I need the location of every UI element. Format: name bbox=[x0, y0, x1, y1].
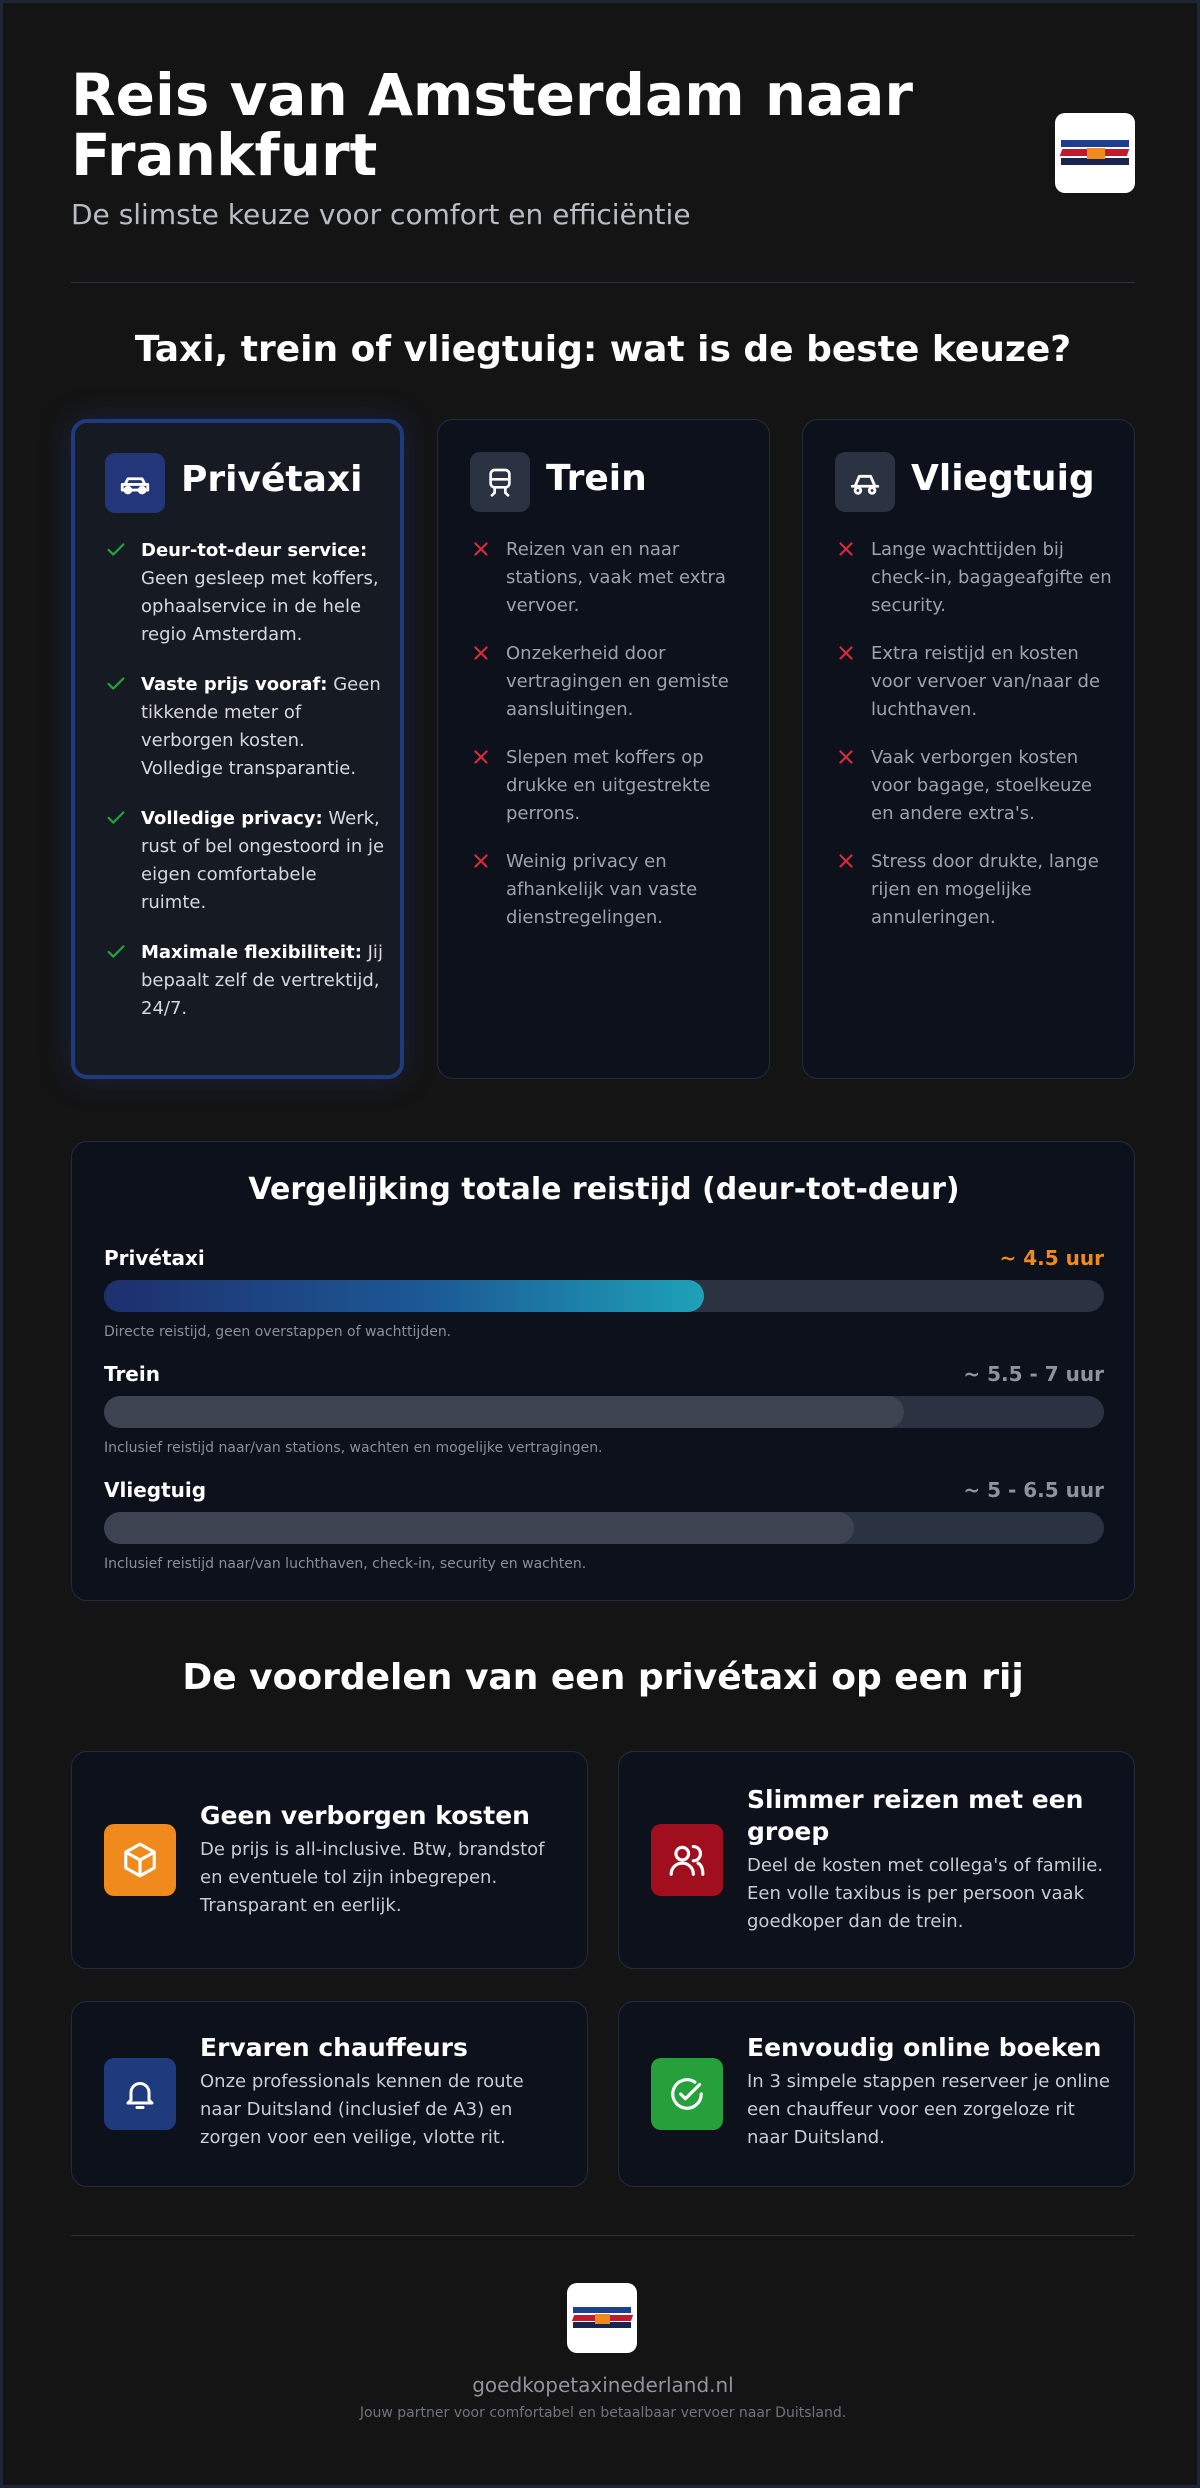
item-bold: Volledige privacy: bbox=[141, 808, 323, 829]
travel-bar-fill bbox=[104, 1396, 904, 1428]
benefit-text: De prijs is all-inclusive. Btw, brandstof en eventuele tol zijn inbegrepen. Transparant en eerlijk. bbox=[200, 1839, 545, 1916]
list-item: Lange wachttijden bij check-in, bagageafgifte en security. bbox=[835, 536, 1115, 620]
check-icon bbox=[105, 673, 127, 695]
list-item: Onzekerheid door vertragingen en gemiste aansluitingen. bbox=[470, 640, 750, 724]
cross-icon bbox=[470, 538, 492, 560]
travel-bar bbox=[104, 1396, 1104, 1428]
feature-list bbox=[105, 537, 385, 1045]
item-bold: Deur-tot-deur service: bbox=[141, 540, 368, 561]
travel-value: ~ 4.5 uur bbox=[999, 1246, 1104, 1270]
benefit-title: Eenvoudig online boeken bbox=[747, 2033, 1102, 2062]
cross-icon bbox=[470, 746, 492, 768]
header-divider bbox=[71, 282, 1135, 283]
travel-label: Privétaxi bbox=[104, 1246, 205, 1270]
travel-value: ~ 5 - 6.5 uur bbox=[963, 1478, 1104, 1502]
benefit-card bbox=[618, 1751, 1135, 1969]
card-title: Privétaxi bbox=[181, 459, 363, 500]
travel-label: Vliegtuig bbox=[104, 1478, 207, 1502]
item-text: Werk, rust of bel ongestoord in je eigen comfortabele ruimte. bbox=[141, 808, 385, 913]
bell-icon bbox=[104, 2058, 176, 2130]
list-item bbox=[105, 537, 385, 649]
footer-divider bbox=[71, 2235, 1135, 2236]
car-icon bbox=[105, 453, 165, 513]
travel-note: Inclusief reistijd naar/van stations, wachten en mogelijke vertragingen. bbox=[104, 1440, 603, 1456]
item-bold: Vaste prijs vooraf: bbox=[141, 674, 328, 695]
page-subtitle: De slimste keuze voor comfort en efficiëntie bbox=[71, 198, 691, 231]
drawback-list bbox=[470, 536, 750, 952]
travel-note: Inclusief reistijd naar/van luchthaven, check-in, security en wachten. bbox=[104, 1556, 587, 1572]
item-text: Geen tikkende meter of verborgen kosten. Volledige transparantie. bbox=[141, 674, 381, 779]
list-item: Slepen met koffers op drukke en uitgestrekte perrons. bbox=[470, 744, 750, 828]
comparison-title: Taxi, trein of vliegtuig: wat is de beste keuze? bbox=[134, 329, 1072, 370]
benefit-text: In 3 simpele stappen reserveer je online een chauffeur voor een zorgeloze rit naar Duitsland. bbox=[747, 2071, 1110, 2148]
list-item bbox=[105, 805, 385, 917]
travel-bar bbox=[104, 1512, 1104, 1544]
check-icon bbox=[105, 807, 127, 829]
travel-bar-fill bbox=[104, 1280, 704, 1312]
travel-time-panel bbox=[71, 1141, 1135, 1601]
card-vliegtuig bbox=[802, 419, 1135, 1079]
cross-icon bbox=[470, 850, 492, 872]
card-trein bbox=[437, 419, 770, 1079]
cross-icon bbox=[470, 642, 492, 664]
cross-icon bbox=[835, 642, 857, 664]
card-title: Trein bbox=[546, 458, 647, 499]
travel-note: Directe reistijd, geen overstappen of wachttijden. bbox=[104, 1324, 452, 1340]
benefits-title: De voordelen van een privétaxi op een rij bbox=[182, 1657, 1024, 1698]
list-item: Extra reistijd en kosten voor vervoer van/naar de luchthaven. bbox=[835, 640, 1115, 724]
travel-time-title: Vergelijking totale reistijd (deur-tot-deur) bbox=[248, 1172, 960, 1207]
check-icon bbox=[105, 539, 127, 561]
brand-logo bbox=[1055, 113, 1135, 193]
footer-logo bbox=[567, 2283, 637, 2353]
list-item: Stress door drukte, lange rijen en mogelijke annuleringen. bbox=[835, 848, 1115, 932]
users-icon bbox=[651, 1824, 723, 1896]
header bbox=[71, 61, 1135, 235]
item-text: Jij bepaalt zelf de vertrektijd, 24/7. bbox=[141, 942, 383, 1019]
benefit-title: Ervaren chauffeurs bbox=[200, 2033, 468, 2062]
item-text: Geen gesleep met koffers, ophaalservice in de hele regio Amsterdam. bbox=[141, 568, 379, 645]
list-item: Weinig privacy en afhankelijk van vaste dienstregelingen. bbox=[470, 848, 750, 932]
list-item bbox=[105, 671, 385, 783]
travel-bar bbox=[104, 1280, 1104, 1312]
benefit-text: Onze professionals kennen de route naar Duitsland (inclusief de A3) en zorgen voor een veilige, vlotte rit. bbox=[200, 2071, 524, 2148]
travel-label: Trein bbox=[104, 1362, 160, 1386]
benefit-title: Geen verborgen kosten bbox=[200, 1801, 530, 1830]
travel-value: ~ 5.5 - 7 uur bbox=[963, 1362, 1104, 1386]
footer-url[interactable]: goedkopetaxinederland.nl bbox=[472, 2373, 734, 2397]
footer-tagline: Jouw partner voor comfortabel en betaalbaar vervoer naar Duitsland. bbox=[359, 2405, 847, 2421]
benefit-title: Slimmer reizen met een groep bbox=[747, 1785, 1084, 1846]
page-title: Reis van Amsterdam naar Frankfurt bbox=[71, 61, 913, 189]
train-icon bbox=[470, 452, 530, 512]
cross-icon bbox=[835, 746, 857, 768]
check-icon bbox=[105, 941, 127, 963]
benefit-text: Deel de kosten met collega's of familie. Een volle taxibus is per persoon vaak goedkoper dan de trein. bbox=[747, 1855, 1104, 1932]
cross-icon bbox=[835, 538, 857, 560]
list-item bbox=[105, 939, 385, 1023]
list-item: Vaak verborgen kosten voor bagage, stoelkeuze en andere extra's. bbox=[835, 744, 1115, 828]
check-circle-icon bbox=[651, 2058, 723, 2130]
drawback-list bbox=[835, 536, 1115, 952]
benefit-card bbox=[618, 2001, 1135, 2187]
cross-icon bbox=[835, 850, 857, 872]
card-title: Vliegtuig bbox=[911, 458, 1095, 499]
box-icon bbox=[104, 1824, 176, 1896]
item-bold: Maximale flexibiliteit: bbox=[141, 942, 362, 963]
list-item: Reizen van en naar stations, vaak met extra vervoer. bbox=[470, 536, 750, 620]
benefit-card bbox=[71, 1751, 588, 1969]
travel-bar-fill bbox=[104, 1512, 854, 1544]
benefit-card bbox=[71, 2001, 588, 2187]
plane-icon bbox=[835, 452, 895, 512]
card-privetaxi bbox=[71, 419, 404, 1079]
